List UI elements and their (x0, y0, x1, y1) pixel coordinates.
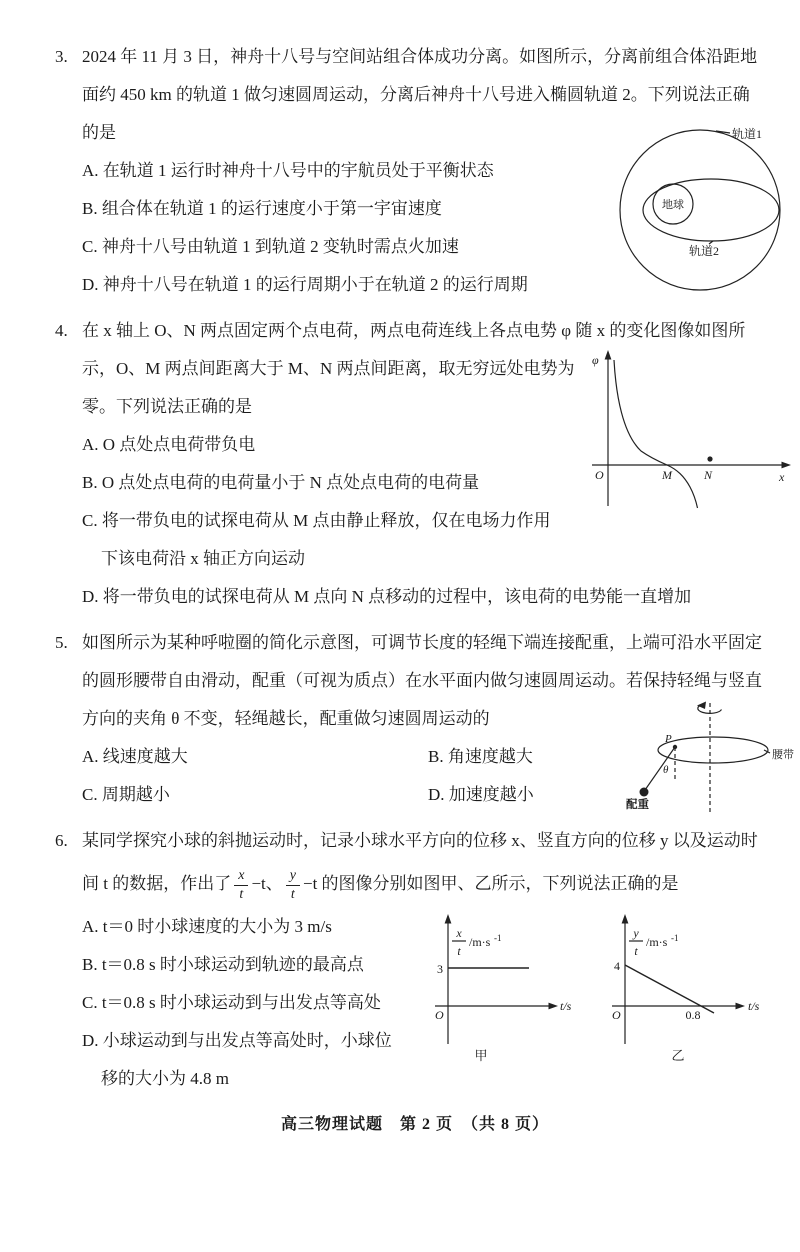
q4-option-c-line2: 下该电荷沿 x 轴正方向运动 (101, 549, 305, 568)
q6-stem2-post: −t 的图像分别如图甲、乙所示，下列说法正确的是 (302, 874, 679, 893)
q4-stem-line2: 示，O、M 两点间距离大于 M、N 两点间距离，取无穷远处电势为 (82, 359, 575, 378)
q4-option-a: A. O 点处点电荷带负电 (82, 435, 256, 454)
q4-option-d: D. 将一带负电的试探电荷从 M 点向 N 点移动的过程中，该电荷的电势能一直增加 (82, 587, 692, 606)
q4-stem-text1: 在 x 轴上 O、N 两点固定两个点电荷，两点电荷连线上各点电势 φ 随 x 的变化图像如图所 (82, 321, 746, 340)
q6-stem-line1 (55, 822, 775, 860)
q3-stem-line1 (55, 38, 775, 76)
q5-option-a: A. 线速度越大 (82, 747, 188, 766)
q6-stem2-mid: −t、 (251, 874, 283, 893)
q3-option-c: C. 神舟十八号由轨道 1 到轨道 2 变轨时需点火加速 (82, 237, 459, 256)
q6-stem-text1: 某同学探究小球的斜抛运动时，记录小球水平方向的位移 x、竖直方向的位移 y 以及运动时 (82, 831, 758, 850)
yi-xtick-08: 0.8 (685, 1008, 701, 1022)
q6-option-d-line2: 移的大小为 4.8 m (101, 1069, 229, 1088)
q5-number: 5. (55, 633, 68, 652)
jia-x-axis-arrow (549, 1003, 559, 1010)
q5-hoop-figure (625, 700, 800, 822)
q4-stem-line1 (55, 312, 775, 350)
q3-option-b: B. 组合体在轨道 1 的运行速度小于第一宇宙速度 (82, 199, 442, 218)
q6-stem-line2 (55, 860, 775, 908)
q4-option-c-line1: C. 将一带负电的试探电荷从 M 点由静止释放，仅在电场力作用 (82, 511, 551, 530)
q4-potential-curve (614, 360, 698, 508)
q4-phi-label: φ (592, 353, 599, 367)
q4-option-b: B. O 点处点电荷的电荷量小于 N 点处点电荷的电荷量 (82, 473, 480, 492)
q3-stem-line3: 的是 (82, 123, 116, 142)
yi-y-axis-arrow (622, 914, 629, 924)
jia-ytick-3: 3 (437, 962, 443, 976)
q3-stem-line2: 面约 450 km 的轨道 1 做匀速圆周运动，分离后神舟十八号进入椭圆轨道 2。下列说法正确 (82, 85, 750, 104)
q5-option-c: C. 周期越小 (82, 785, 170, 804)
orbit1-circle (620, 130, 780, 290)
q6-number: 6. (55, 831, 68, 850)
fraction-x-over-t: $\frac{x}{t}$ (234, 869, 248, 902)
fraction-y-over-t: $\frac{y}{t}$ (286, 869, 300, 902)
question-6 (55, 822, 775, 1098)
q4-origin-label: O (595, 468, 604, 482)
jia-ylabel-denominator: t (457, 944, 461, 958)
q3-option-d: D. 神舟十八号在轨道 1 的运行周期小于在轨道 2 的运行周期 (82, 275, 528, 294)
orbit1-label: 轨道1 (732, 127, 763, 141)
q6-option-c: C. t＝0.8 s 时小球运动到与出发点等高处 (82, 993, 381, 1012)
q5-option-d: D. 加速度越小 (428, 785, 534, 804)
question-3 (55, 38, 775, 304)
q6-option-d-line1: D. 小球运动到与出发点等高处时，小球位 (82, 1031, 392, 1050)
page-footer: 高三物理试题 第 2 页 （共 8 页） (280, 1116, 549, 1133)
yi-ylabel-unit-sup: -1 (671, 933, 679, 943)
q6-stem2-pre: 间 t 的数据，作出了 (82, 874, 232, 893)
q6-graph-jia (415, 912, 577, 1064)
q5-theta-label: θ (663, 764, 669, 776)
q5-p-label: P (665, 733, 672, 745)
question-4 (55, 312, 785, 616)
orbit2-label: 轨道2 (689, 244, 720, 258)
q4-n-point (707, 456, 712, 461)
q3-stem-text1: 2024 年 11 月 3 日，神舟十八号与空间站组合体成功分离。如图所示，分离前组合体沿距地 (82, 47, 758, 66)
q5-stem-text1: 如图所示为某种呼啦圈的简化示意图，可调节长度的轻绳下端连接配重，上端可沿水平固定 (82, 633, 762, 652)
q4-stem-line3: 零。下列说法正确的是 (82, 397, 252, 416)
jia-origin-label: O (435, 1008, 444, 1022)
yi-caption: 乙 (671, 1048, 685, 1063)
q5-stem-line1 (55, 624, 775, 662)
q6-graph-yi (598, 912, 776, 1064)
q6-option-b: B. t＝0.8 s 时小球运动到轨迹的最高点 (82, 955, 364, 974)
yi-ylabel-unit: /m·s (646, 935, 668, 949)
jia-caption: 甲 (474, 1048, 488, 1063)
q4-potential-graph (583, 348, 795, 513)
q4-number: 4. (55, 321, 68, 340)
q5-option-b: B. 角速度越大 (428, 747, 533, 766)
q5-weight-label: 配重 (626, 799, 649, 811)
q5-stem-line2: 的圆形腰带自由滑动，配重（可视为质点）在水平面内做匀速圆周运动。若保持轻绳与竖直 (82, 671, 762, 690)
q5-belt-label: 腰带 (772, 749, 794, 761)
yi-ylabel-denominator: t (634, 944, 638, 958)
yi-xlabel: t/s (748, 999, 760, 1013)
q5-weight-blob (640, 788, 649, 797)
yi-ytick-4: 4 (614, 959, 620, 973)
q5-stem-line3: 方向的夹角 θ 不变，轻绳越长，配重做匀速圆周运动的 (82, 709, 490, 728)
q4-x-label: x (779, 470, 785, 484)
jia-ylabel-unit-sup: -1 (494, 933, 502, 943)
yi-x-axis-arrow (736, 1003, 746, 1010)
q6-option-a: A. t＝0 时小球速度的大小为 3 m/s (82, 917, 332, 936)
q3-orbit-figure (605, 112, 800, 297)
q4-y-axis-arrow (605, 350, 612, 360)
jia-ylabel-unit: /m·s (469, 935, 491, 949)
question-5 (55, 624, 794, 814)
q3-option-a: A. 在轨道 1 运行时神舟十八号中的宇航员处于平衡状态 (82, 161, 494, 180)
q4-m-label: M (662, 468, 672, 482)
earth-label: 地球 (662, 199, 684, 211)
jia-xlabel: t/s (560, 999, 572, 1013)
yi-origin-label: O (612, 1008, 621, 1022)
jia-ylabel-numerator: x (456, 926, 462, 940)
q4-n-label: N (704, 468, 713, 482)
q4-x-axis-arrow (782, 462, 792, 469)
jia-y-axis-arrow (445, 914, 452, 924)
yi-ylabel-numerator: y (633, 926, 639, 940)
q3-number: 3. (55, 47, 68, 66)
